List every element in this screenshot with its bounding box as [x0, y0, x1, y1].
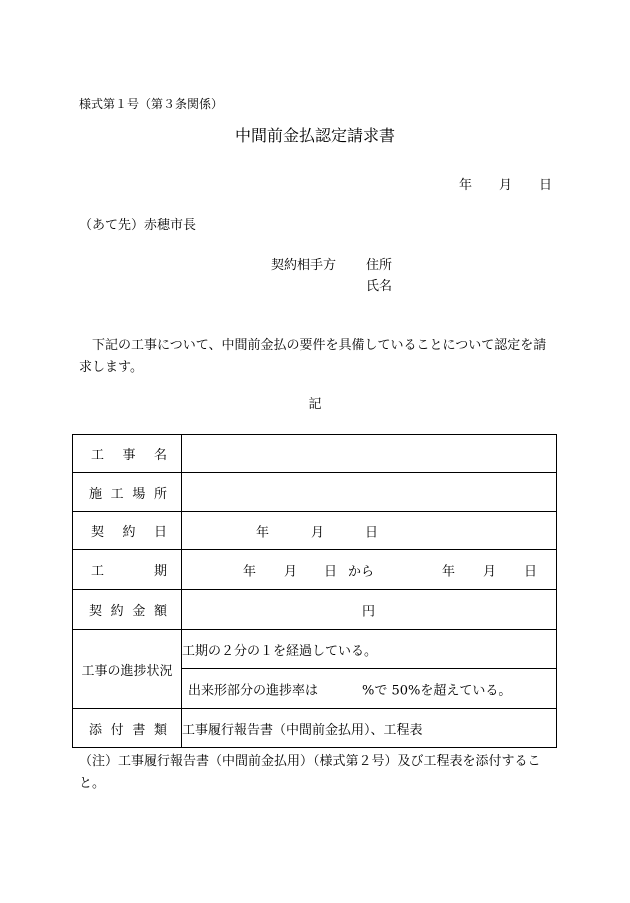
- ki-heading: 記: [308, 397, 322, 412]
- document-title: 中間前金払認定請求書: [234, 126, 395, 145]
- row-contract-date: [73, 512, 557, 550]
- site-value[interactable]: [182, 473, 557, 512]
- construction-name-label: 工 事 名: [91, 448, 167, 463]
- amount-label: 契 約 金 額: [89, 604, 167, 619]
- addressee: （あて先）赤穂市長: [79, 218, 197, 233]
- form-number: 様式第１号（第３条関係）: [79, 97, 224, 111]
- contract-party-label: 契約相手方: [271, 258, 337, 273]
- row-attachments: [73, 709, 557, 748]
- progress-item-1: 工期の２分の１を経過している。: [182, 630, 557, 669]
- amount-value[interactable]: 円: [182, 590, 557, 630]
- request-text: 下記の工事について、中間前金払の要件を具備していることについて認定を請求します。: [79, 338, 547, 375]
- progress-label: 工事の進捗状況: [81, 663, 173, 679]
- row-period: [73, 550, 557, 590]
- progress-item-2[interactable]: 出来形部分の進捗率は %で 50%を超えている。: [182, 669, 557, 709]
- date-year: 年: [459, 178, 473, 193]
- note: （注）工事履行報告書（中間前金払用）（様式第２号）及び工程表を添付すること。: [79, 754, 541, 791]
- name-label: 氏名: [366, 279, 393, 294]
- row-construction-name: [73, 435, 557, 473]
- period-value[interactable]: 年 月 日 から 年 月 日: [182, 550, 557, 590]
- row-progress-1: [73, 630, 557, 669]
- site-label: 施 工 場 所: [89, 486, 167, 502]
- details-table: [72, 434, 557, 748]
- row-site: [73, 473, 557, 512]
- construction-name-value[interactable]: [182, 435, 557, 473]
- date-month: 月: [499, 178, 513, 193]
- address-label: 住所: [366, 258, 393, 273]
- attachments-value: 工事履行報告書（中間前金払用）、工程表: [182, 709, 557, 748]
- contract-date-value[interactable]: 年 月 日: [182, 512, 557, 550]
- date-day: 日: [539, 178, 553, 193]
- period-label: 工 期: [91, 564, 167, 579]
- attachments-label: 添 付 書 類: [89, 722, 167, 738]
- contract-date-label: 契 約 日: [91, 525, 167, 540]
- row-amount: [73, 590, 557, 630]
